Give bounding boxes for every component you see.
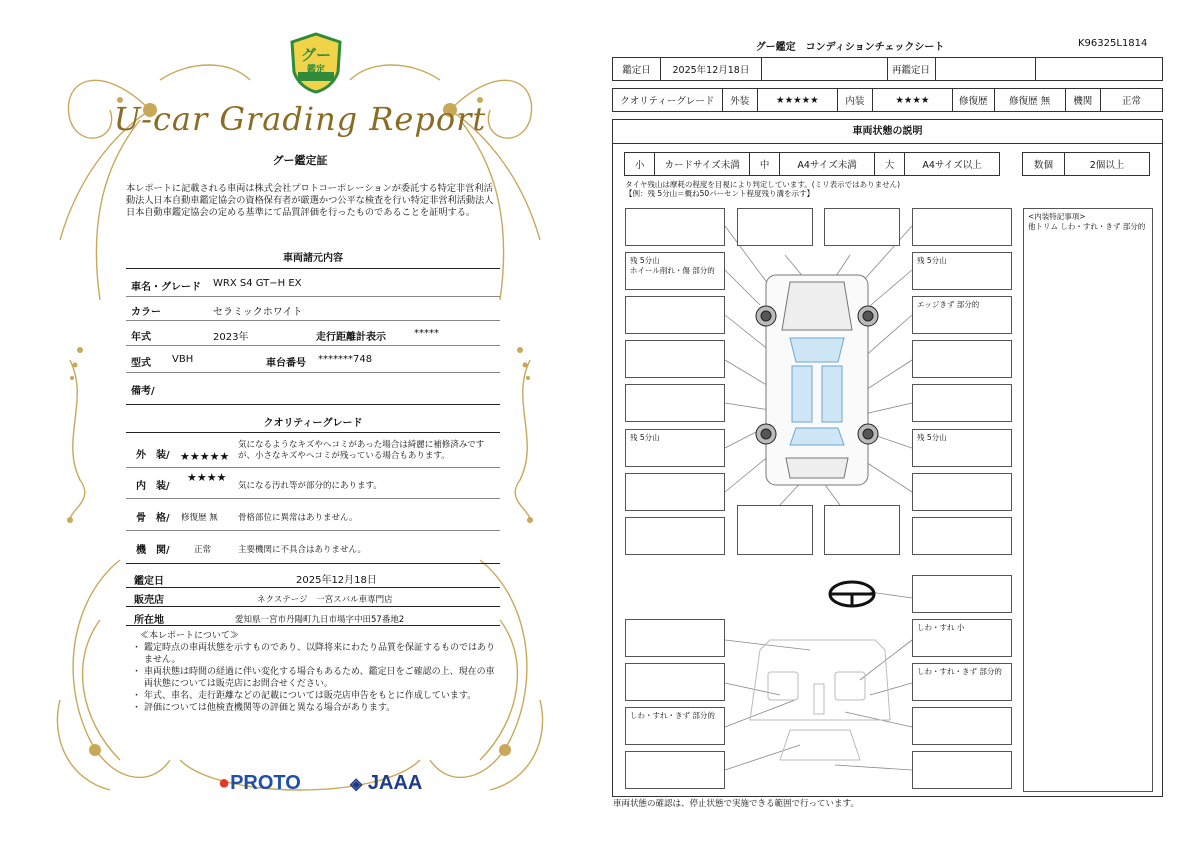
condition-box — [625, 296, 725, 334]
tire-note: タイヤ残山は摩耗の程度を目視により判定しています。(ミリ表示ではありません) 【例：残 5分山＝概ね50パーセント程度残り溝を示す】 — [625, 180, 901, 198]
engine-value: 正常 — [194, 545, 212, 555]
repair-history-value: 修復歴 無 — [994, 89, 1065, 112]
badge-text-top: グー — [300, 46, 331, 64]
rear-left-tire-box: 残 5分山 — [625, 429, 725, 467]
frame-value: 修復歴 無 — [181, 513, 218, 523]
color-label: カラー — [131, 307, 161, 318]
front-right-tire-box: 残 5分山 — [912, 252, 1012, 290]
condition-box — [912, 751, 1012, 789]
condition-check-sheet-page — [600, 0, 1200, 848]
exterior-stars: ★★★★★ — [180, 450, 230, 463]
car-name-value: WRX S4 GT−H EX — [213, 278, 302, 289]
car-name-label: 車名・グレード — [131, 282, 201, 293]
odometer-label: 走行距離計表示 — [316, 332, 386, 343]
engine-value: 正常 — [1101, 89, 1163, 112]
appraisal-date-label: 鑑定日 — [613, 58, 661, 81]
engine-label: 機関 — [1065, 89, 1100, 112]
engine-label: 機 関/ — [136, 545, 170, 556]
condition-box — [824, 208, 900, 246]
seat-left-box: しわ・すれ・きず 部分的 — [625, 707, 725, 745]
condition-box — [737, 208, 813, 246]
note-item: ・ 鑑定時点の車両状態を示すものであり、以降将来にわたり品質を保証するものではありません。 — [132, 643, 496, 665]
rear-right-tire-box: 残 5分山 — [912, 429, 1012, 467]
condition-box — [912, 517, 1012, 555]
condition-box — [737, 505, 813, 555]
legend-medium: 中 — [749, 153, 779, 176]
steering-wheel-icon — [830, 582, 874, 606]
condition-box — [824, 505, 900, 555]
condition-box — [912, 340, 1012, 378]
legend-count: 数個 — [1023, 153, 1065, 176]
reinspection-date-label: 再鑑定日 — [887, 58, 935, 81]
report-title: U-car Grading Report — [113, 100, 487, 138]
address-label: 所在地 — [134, 615, 164, 626]
certificate-statement: 本レポートに記載される車両は株式会社プロトコーポレーションが委託する特定非営利活動法人日本自動車鑑定協会の資格保有者が厳選かつ公平な検査を行い特定非営利活動法人日本自動車鑑定協会の定める基準にて品質評価を行ったものであることを証明する。 — [126, 183, 494, 218]
appraisal-date-value: 2025年12月18日 — [660, 58, 761, 81]
note-item: ・ 評価については他検査機関等の評価と異なる場合があります。 — [132, 703, 396, 713]
appraisal-date-value: 2025年12月18日 — [296, 575, 377, 586]
sheet-title: グー鑑定 コンディションチェックシート — [755, 42, 945, 53]
repair-history-label: 修復歴 — [952, 89, 994, 112]
condition-box — [625, 751, 725, 789]
model-label: 型式 — [131, 358, 151, 369]
exterior-stars: ★★★★★ — [758, 89, 838, 112]
interior-stars: ★★★★ — [187, 471, 227, 484]
address-value: 愛知県一宮市丹陽町九日市場字中田57番地2 — [235, 615, 405, 625]
year-label: 年式 — [131, 332, 151, 343]
goo-appraisal-badge — [288, 32, 344, 94]
interior-label: 内 装/ — [136, 481, 170, 492]
note-item: ・ 年式、車名、走行距離などの記載については販売店申告をもとに作成しています。 — [132, 691, 477, 701]
odometer-value: ***** — [414, 328, 439, 339]
engine-description: 主要機関に不具合はありません。 — [238, 545, 367, 555]
interior-label: 内装 — [837, 89, 872, 112]
appraisal-date-label: 鑑定日 — [134, 576, 164, 587]
condition-box — [625, 663, 725, 701]
condition-box — [912, 208, 1012, 246]
legend-count-desc: 2個以上 — [1065, 153, 1150, 176]
condition-box — [625, 208, 725, 246]
condition-box — [912, 384, 1012, 422]
right-front-side-box: エッジきず 部分的 — [912, 296, 1012, 334]
condition-box — [912, 707, 1012, 745]
condition-box — [625, 340, 725, 378]
condition-box — [912, 473, 1012, 511]
interior-description: 気になる汚れ等が部分的にあります。 — [238, 481, 382, 491]
badge-text-bottom: 鑑定 — [306, 65, 325, 75]
notes-title: ≪本レポートについて≫ — [140, 631, 239, 641]
frame-label: 骨 格/ — [136, 513, 170, 524]
legend-small: 小 — [625, 153, 655, 176]
legend-small-desc: カードサイズ未満 — [655, 153, 750, 176]
exterior-label: 外 装/ — [136, 450, 170, 461]
frame-description: 骨格部位に異常はありません。 — [238, 513, 358, 523]
dealer-value: ネクステージ 一宮スバル車専門店 — [257, 595, 393, 605]
sheet-id: K96325L1814 — [1078, 38, 1148, 49]
condition-box — [912, 575, 1012, 613]
interior-stars: ★★★★ — [873, 89, 953, 112]
front-left-tire-box: 残 5分山 ホイール削れ・傷 部分的 — [625, 252, 725, 290]
chassis-label: 車台番号 — [266, 358, 306, 369]
certificate-title: グー鑑定証 — [272, 154, 328, 167]
exterior-label: 外装 — [722, 89, 757, 112]
condition-box — [625, 517, 725, 555]
interior-notes-panel: <内装特記事項> 他トリム しわ・すれ・きず 部分的 — [1023, 208, 1153, 792]
proto-logo: ●PROTO — [218, 772, 301, 794]
steering-condition-box: しわ・すれ 小 — [912, 619, 1012, 657]
jaaa-logo: ◈ JAAA — [350, 772, 423, 794]
grade-header: クオリティーグレード — [263, 418, 363, 429]
condition-box — [625, 473, 725, 511]
dealer-label: 販売店 — [134, 595, 164, 606]
quality-grade-label: クオリティーグレード — [613, 89, 723, 112]
seat-right-box: しわ・すれ・きず 部分的 — [912, 663, 1012, 701]
sheet-footer: 車両状態の確認は、停止状態で実施できる範囲で行っています。 — [613, 799, 859, 809]
remarks-label: 備考/ — [131, 386, 155, 397]
condition-box — [625, 384, 725, 422]
model-value: VBH — [172, 354, 194, 365]
exterior-description: 気になるようなキズやヘコミがあった場合は綺麗に補修済みですが、小さなキズやヘコミが残っている場合もあります。 — [238, 440, 485, 461]
year-value: 2023年 — [213, 332, 249, 343]
report-notes — [126, 630, 496, 714]
legend-large: 大 — [874, 153, 904, 176]
legend-large-desc: A4サイズ以上 — [905, 153, 1000, 176]
condition-box — [625, 619, 725, 657]
condition-section-title: 車両状態の説明 — [612, 119, 1163, 144]
specs-header: 車両諸元内容 — [283, 253, 343, 264]
legend-medium-desc: A4サイズ未満 — [780, 153, 875, 176]
color-value: セラミックホワイト — [213, 307, 303, 318]
chassis-value: *******748 — [318, 354, 373, 365]
note-item: ・ 車両状態は時間の経過に伴い変化する場合もあるため、鑑定日をご確認の上、現在の車両状態については販売店にお問合せください。 — [132, 667, 495, 689]
